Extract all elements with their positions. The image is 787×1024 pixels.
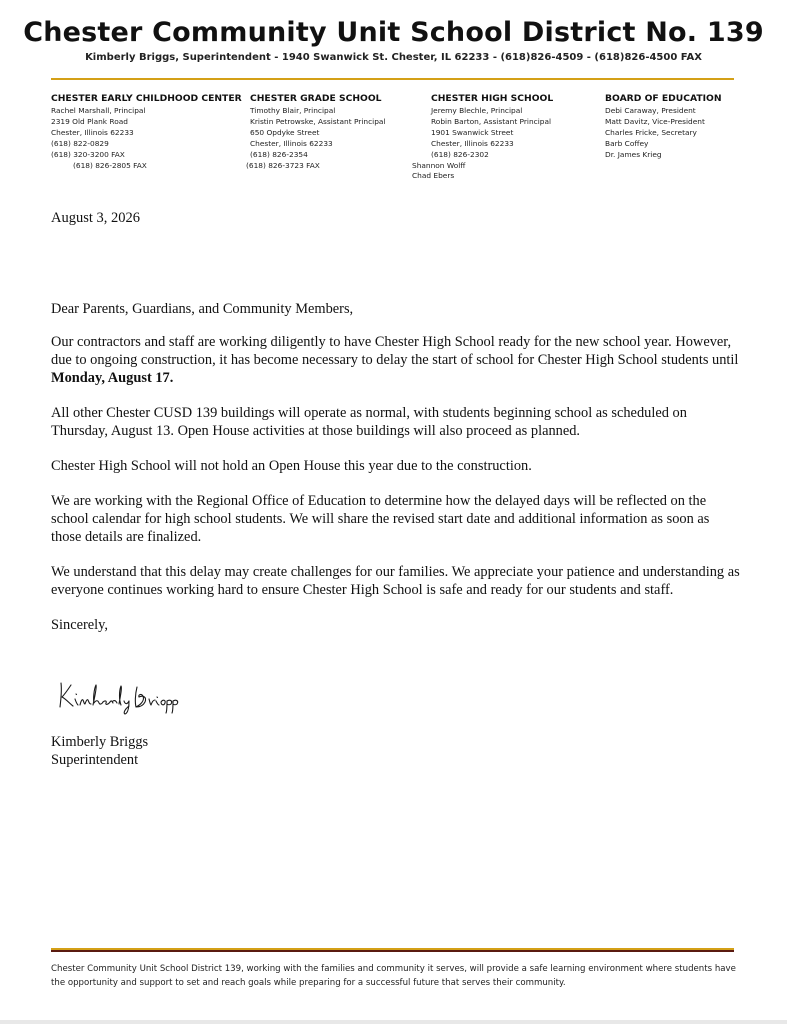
paragraph-text: Our contractors and staff are working diligently to have Chester High School ready for the new school year. However, due to ongoing construction, it has become necessary to delay the start of school for Chester High School students until: [51, 334, 739, 368]
paragraph-calendar: We are working with the Regional Office of Education to determine how the delayed days will be reflected on the school calendar for high school students. We will share the revised start date and additional information as soon as those details are finalized.: [51, 493, 710, 545]
school-info-line: Chester, Illinois 62233: [431, 138, 514, 148]
board-of-education-column: [605, 93, 722, 161]
header-divider: [51, 78, 734, 80]
handwritten-signature: [55, 673, 185, 715]
mission-statement: Chester Community Unit School District 139, working with the families and community it serves, will provide a safe learning environment where students have the opportunity and support to set and reach goals while preparing for a successful future that serves their community.: [51, 964, 736, 988]
closing: Sincerely,: [51, 617, 109, 633]
paragraph-other-buildings: All other Chester CUSD 139 buildings will operate as normal, with students beginning school as scheduled on Thursday, August 13. Open House activities at those buildings will also proceed as planned.: [51, 405, 687, 439]
school-column-early-childhood: [51, 93, 242, 171]
board-member: Matt Davitz, Vice-President: [605, 116, 705, 126]
school-info-line: Chester, Illinois 62233: [250, 138, 333, 148]
signer-block: [51, 733, 148, 769]
letter-body: [51, 300, 741, 651]
school-info-line: 650 Opdyke Street: [250, 127, 320, 137]
school-name: CHESTER HIGH SCHOOL: [431, 93, 554, 104]
school-info-line: Rachel Marshall, Principal: [51, 106, 146, 115]
paragraph-open-house: Chester High School will not hold an Open House this year due to the construction.: [51, 458, 532, 474]
school-info-line: (618) 826-2805 FAX: [73, 160, 147, 170]
school-column-high-school: [412, 93, 554, 182]
signer-title: Superintendent: [51, 752, 139, 768]
footer-divider-maroon: [51, 950, 734, 952]
board-member: Barb Coffey: [605, 138, 649, 148]
salutation: Dear Parents, Guardians, and Community Members,: [51, 301, 354, 317]
school-info-line: (618) 826-2354: [250, 149, 308, 159]
board-heading: BOARD OF EDUCATION: [605, 93, 722, 104]
start-date-emphasis: Monday, August 17.: [51, 370, 174, 386]
school-info-line: (618) 822-0829: [51, 138, 109, 148]
school-info-line: 2319 Old Plank Road: [51, 116, 128, 126]
school-info-line: Chad Ebers: [412, 171, 455, 181]
school-info-line: (618) 826-2302: [431, 149, 489, 159]
district-title: Chester Community Unit School District No. 139: [23, 17, 764, 48]
school-info-line: (618) 320-3200 FAX: [51, 149, 125, 159]
school-info-line: Kristin Petrowske, Assistant Principal: [250, 116, 386, 126]
school-info-line: 1901 Swanwick Street: [431, 127, 514, 137]
signer-name: Kimberly Briggs: [51, 734, 149, 750]
paragraph-delay-notice: [51, 333, 741, 387]
board-member: Debi Caraway, President: [605, 106, 696, 115]
school-name: CHESTER GRADE SCHOOL: [250, 93, 382, 104]
school-info-line: (618) 826-3723 FAX: [246, 160, 320, 170]
school-name: CHESTER EARLY CHILDHOOD CENTER: [51, 93, 242, 104]
district-contact-line: Kimberly Briggs, Superintendent - 1940 Swanwick St. Chester, IL 62233 - (618)826-4509 - (618)826-4500 FAX: [85, 52, 702, 63]
page-edge: [0, 1020, 787, 1024]
school-info-line: Shannon Wolff: [412, 160, 466, 170]
board-member: Charles Fricke, Secretary: [605, 127, 697, 137]
paragraph-appreciation: We understand that this delay may create challenges for our families. We appreciate your patience and understanding as everyone continues working hard to ensure Chester High School is safe and ready for our students and staff.: [51, 564, 740, 598]
board-member: Dr. James Krieg: [605, 149, 662, 159]
school-info-line: Jeremy Blechle, Principal: [431, 106, 523, 115]
school-info-line: Chester, Illinois 62233: [51, 127, 134, 137]
school-column-grade-school: [246, 93, 386, 171]
school-info-line: Robin Barton, Assistant Principal: [431, 116, 552, 126]
letter-date: August 3, 2026: [51, 210, 141, 226]
school-info-line: Timothy Blair, Principal: [250, 106, 336, 115]
